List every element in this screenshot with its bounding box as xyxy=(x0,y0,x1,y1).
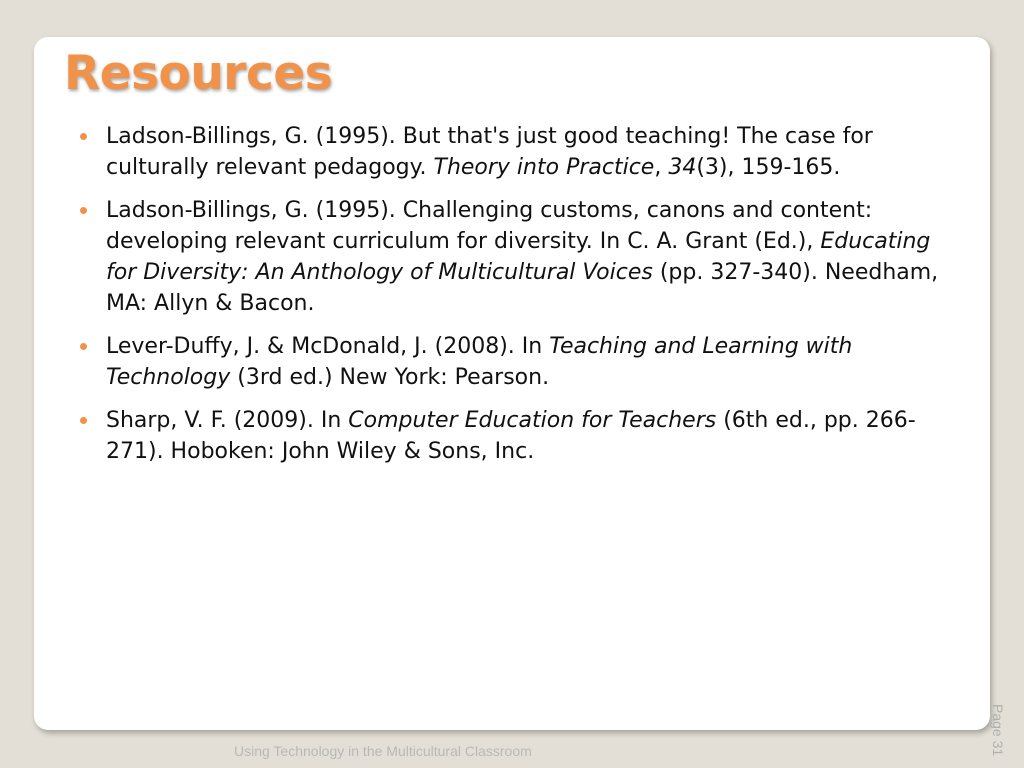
journal-title: Theory into Practice xyxy=(433,155,655,180)
reference-text: Lever-Duffy, J. & McDonald, J. (2008). In xyxy=(106,334,550,359)
reference-text: , xyxy=(654,155,669,180)
footer-text: Using Technology in the Multicultural Classroom xyxy=(234,743,532,759)
reference-list xyxy=(80,121,960,479)
reference-text: (3rd ed.) New York: Pearson. xyxy=(230,365,550,390)
reference-text: Ladson-Billings, G. (1995). But that's just good teaching! The case for culturally relevant pedagogy. xyxy=(106,124,873,180)
reference-text: (pp. 327-340). Needham, MA: Allyn & Bacon. xyxy=(106,260,939,316)
reference-text: Ladson-Billings, G. (1995). Challenging customs, canons and content: developing relevant curriculum for diversity. In C. A. Grant (Ed.), xyxy=(106,198,873,254)
bullet-icon xyxy=(80,417,87,424)
book-title: Teaching and Learning with Technology xyxy=(106,334,853,390)
bullet-icon xyxy=(80,207,87,214)
page-number: Page 31 xyxy=(990,704,1006,757)
reference-item-2 xyxy=(80,195,960,319)
reference-text: (3), 159-165. xyxy=(696,155,841,180)
reference-text: (6th ed., pp. 266-271). Hoboken: John Wiley & Sons, Inc. xyxy=(106,408,916,464)
bullet-icon xyxy=(80,343,87,350)
reference-item-4 xyxy=(80,405,960,467)
book-title: Educating for Diversity: An Anthology of Multicultural Voices xyxy=(106,229,931,285)
reference-item-3 xyxy=(80,331,960,393)
bullet-icon xyxy=(80,133,87,140)
reference-text: Sharp, V. F. (2009). In xyxy=(106,408,349,433)
reference-item-1 xyxy=(80,121,960,183)
slide-title: Resources xyxy=(64,46,333,101)
journal-volume: 34 xyxy=(668,155,697,180)
book-title: Computer Education for Teachers xyxy=(348,408,717,433)
